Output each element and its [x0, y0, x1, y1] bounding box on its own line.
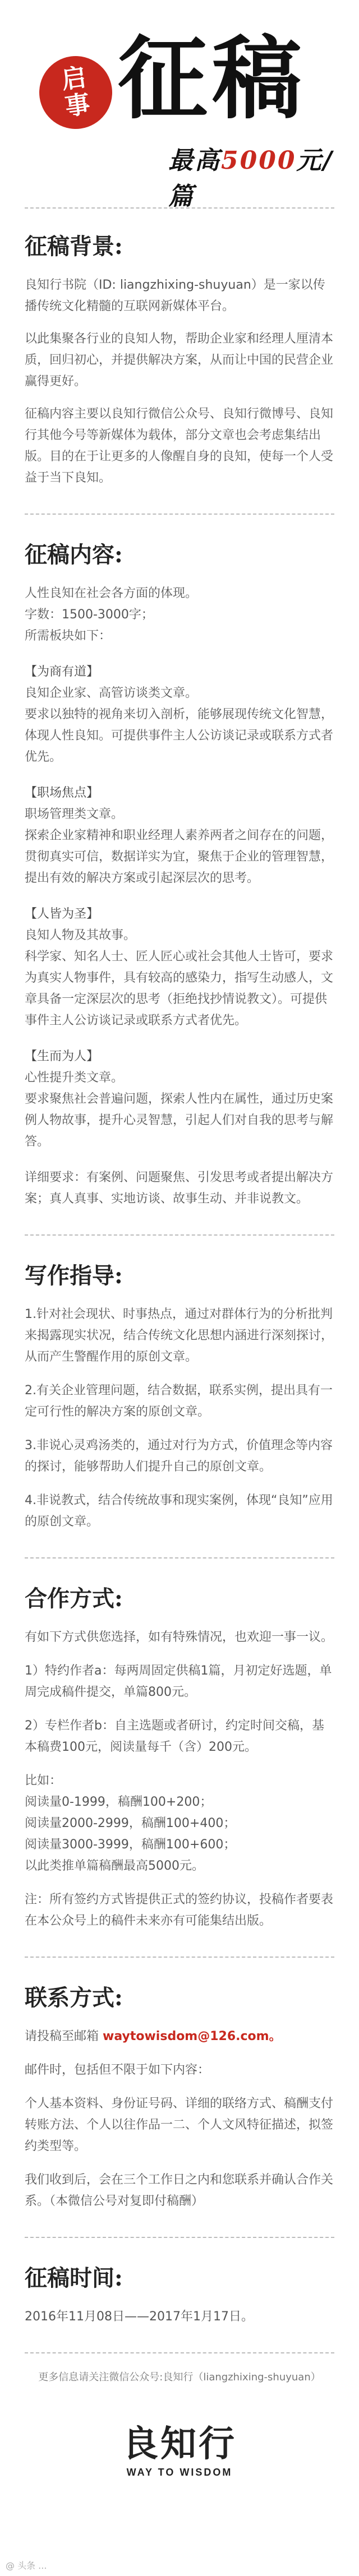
divider	[25, 1234, 334, 1236]
contact-sub: 邮件时，包括但不限于如下内容：	[25, 2063, 210, 2077]
reward-suffix: 元/篇	[168, 146, 334, 211]
contact-section	[0, 1982, 359, 2212]
contact-line	[25, 2026, 334, 2047]
section-title-time: 征稿时间:	[25, 2265, 123, 2291]
coop-example: 阅读量2000-2999，稿酬100+400；	[25, 1816, 236, 1830]
coop-note: 注：所有签约方式皆提供正式的签约协议，投稿作者要表在本公众号上的稿件未来亦有可能集结出版。	[25, 1893, 334, 1928]
content-note: 详细要求：有案例、问题聚焦、引发思考或者提出解决方案；真人真事、实地访谈、故事生动、并非说教文。	[25, 1171, 334, 1206]
block-line: 要求以独特的视角来切入剖析，能够展现传统文化智慧，体现人性良知。可提供事件主人公访谈记录或联系方式者优先。	[25, 707, 334, 764]
time-section	[0, 2263, 359, 2328]
big-title: 征稿	[118, 26, 307, 131]
block-heading: 【职场焦点】	[25, 786, 99, 800]
divider	[25, 1557, 334, 1558]
block-line: 心性提升类文章。	[25, 1071, 124, 1085]
logo-name: 良知行	[122, 2423, 237, 2465]
contact-reply: 我们收到后，会在三个工作日之内和您联系并确认合作关系。（本微信公号对复即付稿酬）	[25, 2173, 334, 2208]
coop-example: 阅读量3000-3999，稿酬100+600；	[25, 1838, 236, 1852]
time-range: 2016年11月08日——2017年1月17日。	[25, 2310, 254, 2324]
seal-char-1: 启	[59, 63, 88, 95]
email-link[interactable]: waytowisdom@126.com。	[103, 2029, 282, 2043]
guide-item: 3.非说心灵鸡汤类的，通过对行为方式，价值理念等内容的探讨，能够帮助人们提升自己的原创文章。	[25, 1439, 333, 1474]
background-section	[0, 231, 359, 489]
reward-line	[168, 140, 359, 212]
poster-header	[0, 0, 359, 211]
block-line: 职场管理类文章。	[25, 807, 124, 821]
coop-option: 2）专栏作者b：自主选题或者研讨，约定时间交稿，基本稿费100元，阅读量每千（含）200元。	[25, 1719, 324, 1754]
coop-example: 阅读量0-1999，稿酬100+200；	[25, 1795, 213, 1809]
content-intro: 人性良知在社会各方面的体现。	[25, 586, 198, 600]
coop-example: 以此类推单篇稿酬最高5000元。	[25, 1859, 204, 1873]
guide-section	[0, 1260, 359, 1533]
divider	[25, 514, 334, 515]
watermark: @ 头条 ...	[6, 2560, 47, 2571]
block-line: 科学家、知名人士、匠人匠心或社会其他人士皆可，要求为真实人物事件，具有较高的感染力，指写生动感人，文章具备一定深层次的思考（拒绝找抄情说教文）。可提供事件主人公访谈记录或联系方式者优先。	[25, 950, 334, 1028]
logo-en: WAY TO WISDOM	[126, 2467, 233, 2478]
block-heading: 【生而为人】	[25, 1049, 99, 1063]
content-section	[0, 539, 359, 1210]
section-title-contact: 联系方式:	[25, 1985, 123, 2011]
block-line: 要求聚焦社会普遍问题，探索人性内在属性，通过历史案例人物故事，提升心灵智慧，引起人们对自我的思考与解答。	[25, 1092, 334, 1149]
guide-item: 2.有关企业管理问题，结合数据，联系实例，提出具有一定可行性的解决方案的原创文章。	[25, 1384, 333, 1419]
seal-stamp	[35, 52, 117, 134]
content-intro: 所需板块如下：	[25, 629, 112, 643]
footer	[0, 2369, 359, 2478]
more-info-text: 更多信息请关注微信公众号:良知行（liangzhixing-shuyuan）	[38, 2371, 321, 2383]
coop-option: 1）特约作者a：每两周固定供稿1篇，月初定好选题，单周完成稿件提交，单篇800元。	[25, 1664, 332, 1699]
divider	[25, 2237, 334, 2238]
coop-intro: 有如下方式供您选择，如有特殊情况，也欢迎一事一议。	[25, 1630, 334, 1644]
background-paragraph: 良知行书院（ID: liangzhixing-shuyuan）是一家以传播传统文化精髓的互联网新媒体平台。	[25, 278, 325, 313]
block-line: 良知企业家、高管访谈类文章。	[25, 686, 198, 700]
content-intro: 字数：1500-3000字；	[25, 608, 154, 622]
section-title-content: 征稿内容:	[25, 542, 123, 568]
divider	[25, 1957, 334, 1958]
seal-char-2: 事	[63, 89, 92, 122]
guide-item: 4.非说教式，结合传统故事和现实案例，体现“良知”应用的原创文章。	[25, 1493, 333, 1529]
reward-prefix: 最高	[168, 146, 221, 175]
reward-amount: 5000	[221, 146, 297, 175]
background-paragraph: 以此集聚各行业的良知人物，帮助企业家和经理人厘清本质，回归初心，并提供解决方案，从而让中国的民营企业赢得更好。	[25, 332, 334, 389]
brand-logo	[0, 2422, 359, 2478]
block-heading: 【人皆为圣】	[25, 907, 99, 921]
guide-item: 1.针对社会现状、时事热点，通过对群体行为的分析批判来揭露现实状况，结合传统文化思想内涵进行深刻探讨，从而产生警醒作用的原创文章。	[25, 1307, 334, 1364]
contact-details: 个人基本资料、身份证号码、详细的联络方式、稿酬支付转账方法、个人以往作品一二、个人文风特征描述，拟签约类型等。	[25, 2097, 334, 2153]
divider	[25, 2352, 334, 2353]
section-title-background: 征稿背景:	[25, 233, 123, 260]
section-title-guide: 写作指导:	[25, 1262, 123, 1289]
coop-example-title: 比如：	[25, 1774, 62, 1788]
coop-section	[0, 1583, 359, 1932]
section-title-coop: 合作方式:	[25, 1585, 123, 1612]
block-heading: 【为商有道】	[25, 665, 99, 679]
block-line: 良知人物及其故事。	[25, 928, 136, 942]
block-line: 探索企业家精神和职业经理人素养两者之间存在的问题，贯彻真实可信，数据详实为宜，聚焦于企业的管理智慧，提出有效的解决方案或引起深层次的思考。	[25, 829, 334, 885]
contact-prefix: 请投稿至邮箱	[25, 2029, 99, 2043]
background-paragraph: 征稿内容主要以良知行微信公众号、良知行微博号、良知行其他今号等新媒体为载体，部分文章也会考虑集结出版。目的在于让更多的人像醒自身的良知，使每一个人受益于当下良知。	[25, 407, 334, 485]
